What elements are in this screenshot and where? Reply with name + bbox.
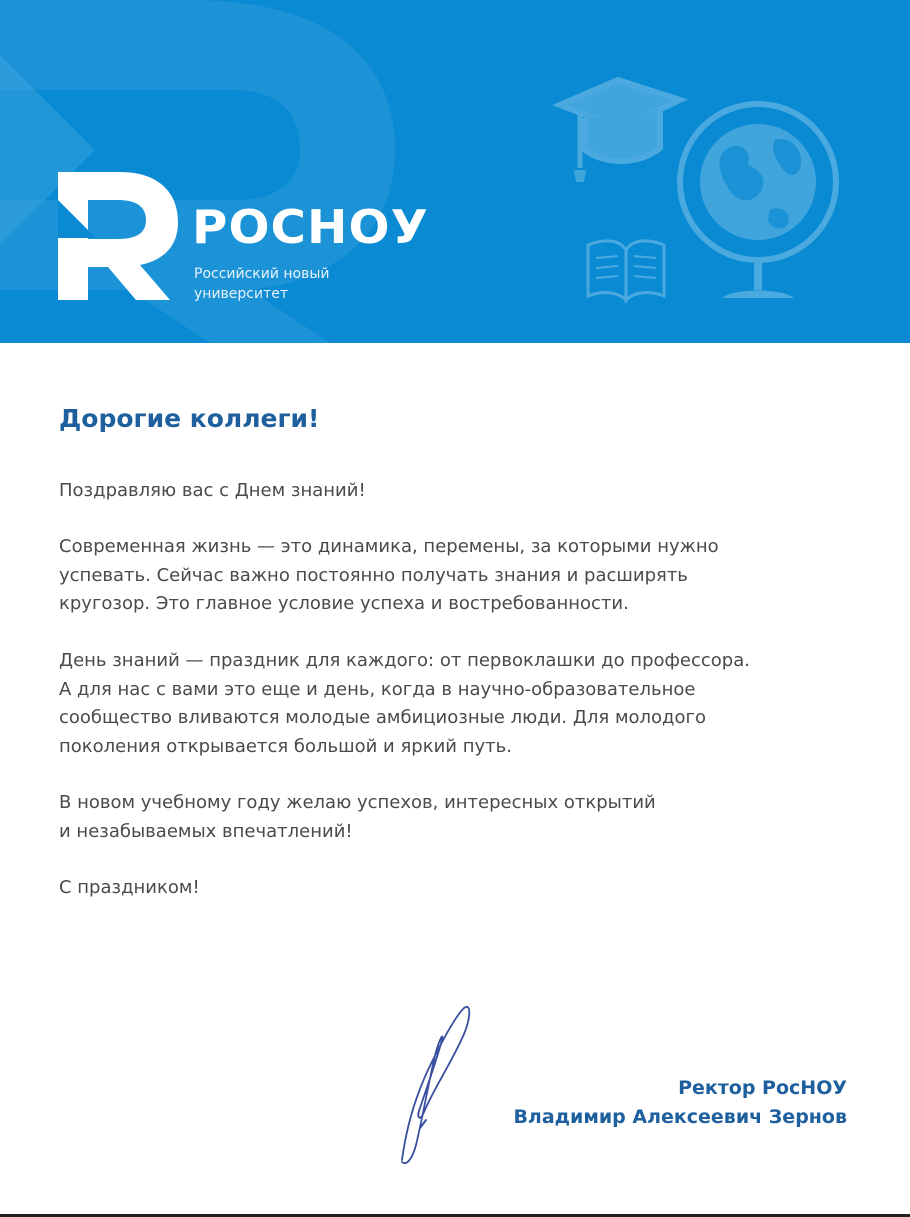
- brand-subtitle: Российский новый университет: [194, 266, 330, 302]
- globe-icon: [680, 104, 836, 298]
- paragraph-modern-life: Современная жизнь — это динамика, перемены, за которыми нужно успевать. Сейчас важно постоянно получать знания и расширять кругозор. Это главное условие успеха и востребованности.: [59, 536, 719, 614]
- brand-name: РОСНОУ: [192, 200, 429, 254]
- letter-heading: Дорогие коллеги!: [59, 404, 320, 433]
- graduation-cap-icon: [560, 80, 680, 182]
- paragraph-knowledge-day: День знаний — праздник для каждого: от первоклашки до профессора. А для нас с вами это еще и день, когда в научно-образовательное сообщество вливаются молодые амбициозные люди. Для молодого поколения открывается большой и яркий путь.: [59, 650, 750, 757]
- signature-name: Владимир Алексеевич Зернов: [513, 1106, 847, 1128]
- logo-r-icon: [58, 172, 183, 302]
- signature-title: Ректор РосНОУ: [678, 1077, 847, 1099]
- paragraph-greeting: Поздравляю вас с Днем знаний!: [59, 480, 366, 501]
- handwritten-signature: [392, 1000, 482, 1170]
- header-banner: [0, 0, 910, 343]
- book-icon: [588, 241, 664, 300]
- paragraph-closing: С праздником!: [59, 877, 200, 898]
- paragraph-wishes: В новом учебному году желаю успехов, интересных открытий и незабываемых впечатлений!: [59, 792, 656, 842]
